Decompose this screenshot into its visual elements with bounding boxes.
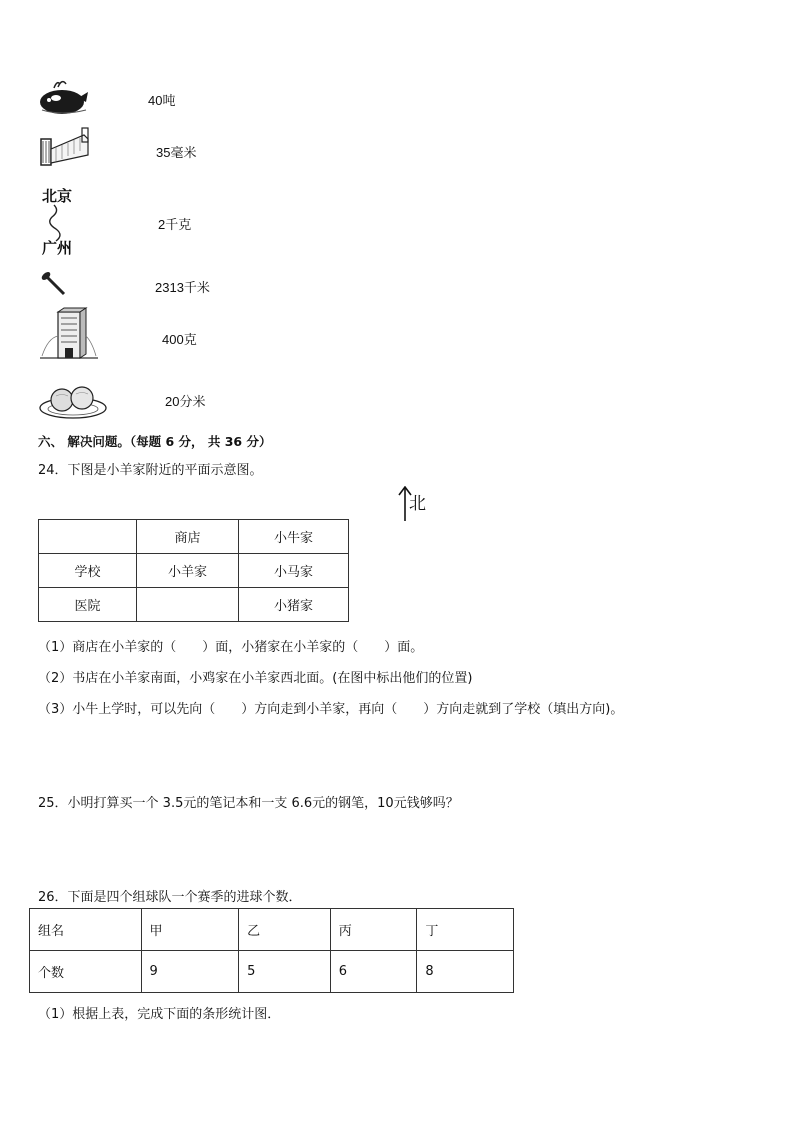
length-value-mm[interactable]: 35毫米 (156, 145, 197, 160)
map-cell[interactable]: 医院 (39, 588, 137, 622)
map-cell[interactable] (137, 588, 239, 622)
question-24-part-3[interactable]: （3）小牛上学时，可以先向（ ）方向走到小羊家，再向（ ）方向走就到了学校（填出方向)。 (38, 702, 624, 717)
beijing-guangzhou-route-icon (40, 183, 80, 259)
neighborhood-map-table (38, 519, 349, 622)
apples-plate-icon (38, 380, 108, 420)
table-row (39, 554, 349, 588)
table-cell: 个数 (30, 951, 142, 993)
mass-value-kg[interactable]: 2千克 (158, 217, 192, 232)
map-cell[interactable]: 学校 (39, 554, 137, 588)
weight-value[interactable]: 40吨 (148, 93, 176, 108)
table-cell: 8 (417, 951, 514, 993)
question-26: 26．下面是四个组球队一个赛季的进球个数． (38, 890, 302, 905)
map-cell[interactable]: 小马家 (239, 554, 349, 588)
table-row (39, 588, 349, 622)
table-cell: 9 (141, 951, 239, 993)
table-row (39, 520, 349, 554)
whale-icon (38, 74, 90, 118)
question-24: 24．下图是小羊家附近的平面示意图。 (38, 463, 263, 478)
map-cell[interactable]: 商店 (137, 520, 239, 554)
table-header-cell: 乙 (239, 909, 331, 951)
goals-table (29, 908, 514, 993)
table-header-cell: 组名 (30, 909, 142, 951)
question-24-part-2[interactable]: （2）书店在小羊家南面，小鸡家在小羊家西北面。(在图中标出他们的位置) (38, 671, 473, 686)
bed-icon (38, 125, 90, 169)
table-row (30, 909, 514, 951)
section-title: 六、 解决问题。（每题 6 分， 共 36 分） (38, 434, 272, 449)
table-header-cell: 甲 (141, 909, 239, 951)
table-header-cell: 丙 (330, 909, 417, 951)
table-row (30, 951, 514, 993)
length-value-dm[interactable]: 20分米 (165, 394, 206, 409)
route-label-bottom: 广州 (42, 239, 73, 257)
map-cell[interactable] (39, 520, 137, 554)
map-cell[interactable]: 小猪家 (239, 588, 349, 622)
building-icon (40, 306, 98, 360)
question-24-part-1[interactable]: （1）商店在小羊家的（ ）面，小猪家在小羊家的（ ）面。 (38, 640, 424, 655)
north-label: 北 (409, 494, 426, 514)
route-label-top: 北京 (42, 187, 73, 205)
map-cell[interactable]: 小羊家 (137, 554, 239, 588)
question-26-part-1: （1）根据上表，完成下面的条形统计图． (38, 1007, 281, 1022)
table-header-cell: 丁 (417, 909, 514, 951)
map-cell[interactable]: 小牛家 (239, 520, 349, 554)
table-cell: 5 (239, 951, 331, 993)
table-cell: 6 (330, 951, 417, 993)
distance-value-km[interactable]: 2313千米 (155, 280, 210, 295)
mass-value-g[interactable]: 400克 (162, 332, 197, 347)
nail-icon (40, 270, 70, 298)
question-25: 25．小明打算买一个 3.5元的笔记本和一支 6.6元的钢笔，10元钱够吗？ (38, 796, 459, 811)
